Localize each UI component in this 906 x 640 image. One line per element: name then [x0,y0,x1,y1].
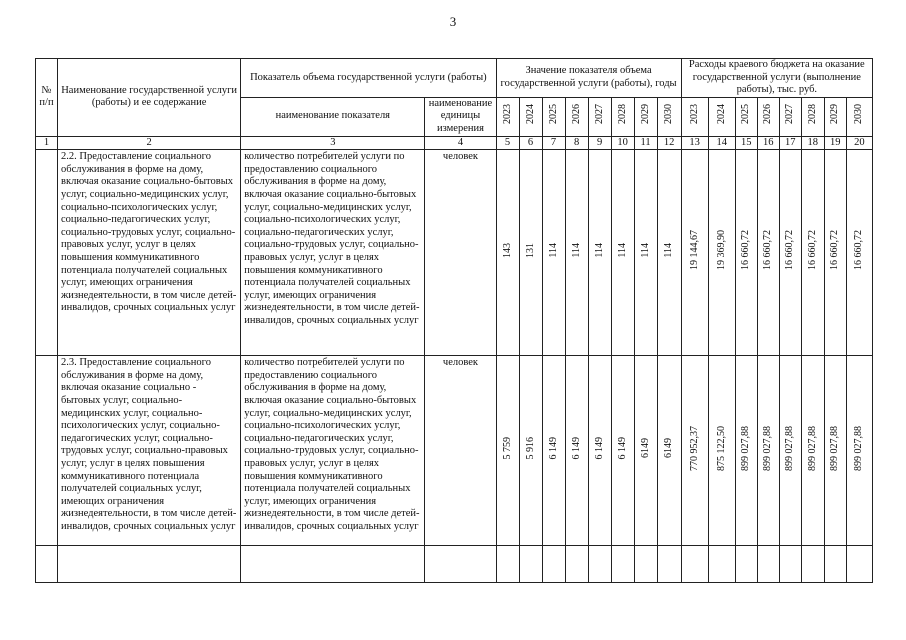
header-expenses-year [801,97,824,136]
column-number-row [36,136,873,150]
expense-value-text: 16 660,72 [784,230,796,271]
year-label: 2025 [547,104,559,125]
page-number: 3 [449,14,457,29]
expense-value [801,150,824,356]
blank-cell [779,546,801,583]
header-values-year [542,97,565,136]
header-values-year [588,97,611,136]
indicator-value-text: 6 149 [616,437,628,460]
indicator-value-text: 114 [663,243,675,258]
table-row [36,150,873,356]
expense-value [846,356,872,546]
indicator-value-text: 114 [570,243,582,258]
indicator-value [611,356,634,546]
blank-cell [708,546,735,583]
expense-value-text: 899 027,88 [784,425,796,471]
indicator-value [657,150,681,356]
indicator-unit: человек [425,356,496,546]
column-number: 7 [542,136,565,150]
header-expenses-group: Расходы краевого бюджета на оказание государственной услуги (выполнение работы), тыс. руб. [681,59,872,98]
expense-value [779,150,801,356]
header-num: № п/п [36,59,58,137]
header-values-year [519,97,542,136]
expense-value [801,356,824,546]
blank-cell [657,546,681,583]
indicator-value-text: 6 149 [593,437,605,460]
header-expenses-year [681,97,708,136]
indicator-value [657,356,681,546]
blank-cell [634,546,657,583]
blank-cell [425,546,496,583]
indicator-value [542,150,565,356]
column-number: 3 [241,136,425,150]
blank-cell [241,546,425,583]
blank-cell [496,546,519,583]
expense-value-text: 899 027,88 [762,425,774,471]
expense-value-text: 16 660,72 [829,230,841,271]
column-number: 19 [824,136,846,150]
header-indicator-group: Показатель объема государственной услуги (работы) [241,59,496,98]
header-expenses-year [779,97,801,136]
column-number: 10 [611,136,634,150]
indicator-value-text: 5 759 [501,437,513,460]
indicator-value [542,356,565,546]
header-expenses-year [757,97,779,136]
blank-cell [824,546,846,583]
column-number: 8 [565,136,588,150]
year-label: 2027 [593,104,605,125]
expense-value-text: 875 122,50 [715,425,727,471]
column-number: 16 [757,136,779,150]
header-values-year [565,97,588,136]
year-label: 2025 [740,104,752,125]
expense-value [846,150,872,356]
blank-cell [611,546,634,583]
indicator-value-text: 6149 [639,438,651,459]
indicator-value-text: 114 [547,243,559,258]
indicator-value-text: 114 [593,243,605,258]
year-label: 2030 [663,104,675,125]
expense-value [735,356,757,546]
service-name: 2.3. Предоставление социального обслуживания в форме на дому, включая оказание социально - бытовых услуг, социально-медицинских услуг, социально-психологических услуг, социально-педагогических услуг, социально-трудовых услуг, социально-правовых услуг, услуг в целях повышения коммуникативного потенциала получателей социальных услуг, имеющих ограничения жизнедеятельности, в том числе детей-инвалидов, срочных социальных услуг [58,356,241,546]
expense-value [824,150,846,356]
blank-cell [757,546,779,583]
expense-value [779,356,801,546]
header-expenses-year [846,97,872,136]
expense-value [735,150,757,356]
column-number: 12 [657,136,681,150]
table-row [36,356,873,546]
header-indicator-name: наименование показателя [241,97,425,136]
header-expenses-year [735,97,757,136]
column-number: 4 [425,136,496,150]
blank-cell [565,546,588,583]
blank-cell [519,546,542,583]
blank-cell [801,546,824,583]
expense-value [824,356,846,546]
indicator-value-text: 6 149 [547,437,559,460]
expense-value [757,356,779,546]
column-number: 14 [708,136,735,150]
indicator-value [496,150,519,356]
year-label: 2024 [715,104,727,125]
row-num [36,150,58,356]
expense-value-text: 899 027,88 [853,425,865,471]
indicator-unit: человек [425,150,496,356]
indicator-value [565,356,588,546]
expense-value-text: 19 369,90 [715,230,727,271]
indicator-value [519,150,542,356]
year-label: 2026 [570,104,582,125]
header-values-group: Значение показателя объема государственной услуги (работы), годы [496,59,681,98]
indicator-value [496,356,519,546]
blank-cell [542,546,565,583]
year-label: 2028 [806,104,818,125]
indicator-value [519,356,542,546]
column-number: 13 [681,136,708,150]
expense-value-text: 899 027,88 [829,425,841,471]
indicator-name: количество потребителей услуги по предоставлению социального обслуживания в форме на дому, включая оказание социально-бытовых услуг, социально-медицинских услуг, социально-психологических услуг, социально-педагогических услуг, социально-трудовых услуг, социально-правовых услуг, услуг в целях повышения коммуникативного потенциала получателей социальных услуг, имеющих ограничения жизнедеятельности, в том числе детей-инвалидов, срочных социальных услуг [241,150,425,356]
header-indicator-unit: наименование единицы измерения [425,97,496,136]
year-label: 2029 [639,104,651,125]
header-service-name: Наименование государственной услуги (работы) и ее содержание [58,59,241,137]
expense-value [681,150,708,356]
year-label: 2023 [688,104,700,125]
indicator-value-text: 5 916 [524,437,536,460]
indicator-value [634,356,657,546]
expense-value-text: 16 660,72 [762,230,774,271]
header-expenses-year [708,97,735,136]
column-number: 9 [588,136,611,150]
year-label: 2029 [829,104,841,125]
indicator-value-text: 114 [616,243,628,258]
indicator-value [611,150,634,356]
year-label: 2030 [853,104,865,125]
indicator-value-text: 143 [501,242,513,258]
expense-value [681,356,708,546]
header-values-year [634,97,657,136]
header-values-year [657,97,681,136]
indicator-name: количество потребителей услуги по предоставлению социального обслуживания в форме на дому, включая оказание социально-бытовых услуг, социально-медицинских услуг, социально-психологических услуг, социально-педагогических услуг, социально-трудовых услуг, социально-правовых услуг, услуг в целях повышения коммуникативного потенциала получателей социальных услуг, имеющих ограничения жизнедеятельности, в том числе детей-инвалидов, срочных социальных услуг [241,356,425,546]
column-number: 5 [496,136,519,150]
expense-value-text: 770 952,37 [688,425,700,471]
column-number: 2 [58,136,241,150]
column-number: 17 [779,136,801,150]
indicator-value-text: 131 [524,242,536,258]
service-name: 2.2. Предоставление социального обслуживания в форме на дому, включая оказание социально-бытовых услуг, социально-медицинских услуг, социально-психологических услуг, социально-педагогических услуг, социально-трудовых услуг, социально-правовых услуг, услуг в целях повышения коммуникативного потенциала получателей социальных услуг, имеющих ограничения жизнедеятельности, в том числе детей-инвалидов, срочных социальных услуг [58,150,241,356]
indicator-value [634,150,657,356]
expense-value-text: 19 144,67 [688,230,700,271]
expense-value [708,150,735,356]
blank-cell [58,546,241,583]
blank-cell [681,546,708,583]
blank-cell [36,546,58,583]
indicator-value-text: 6149 [663,438,675,459]
expense-value-text: 16 660,72 [740,230,752,271]
blank-cell [846,546,872,583]
indicator-value-text: 114 [639,243,651,258]
blank-row [36,546,873,583]
column-number: 15 [735,136,757,150]
services-table [35,58,873,583]
column-number: 20 [846,136,872,150]
column-number: 1 [36,136,58,150]
expense-value-text: 899 027,88 [806,425,818,471]
expense-value [757,150,779,356]
blank-cell [735,546,757,583]
year-label: 2027 [784,104,796,125]
expense-value-text: 16 660,72 [806,230,818,271]
header-values-year [496,97,519,136]
expense-value-text: 899 027,88 [740,425,752,471]
blank-cell [588,546,611,583]
expense-value-text: 16 660,72 [853,230,865,271]
header-expenses-year [824,97,846,136]
indicator-value-text: 6 149 [570,437,582,460]
indicator-value [588,150,611,356]
column-number: 11 [634,136,657,150]
column-number: 18 [801,136,824,150]
expense-value [708,356,735,546]
year-label: 2028 [616,104,628,125]
header-values-year [611,97,634,136]
year-label: 2024 [524,104,536,125]
column-number: 6 [519,136,542,150]
indicator-value [588,356,611,546]
year-label: 2026 [762,104,774,125]
row-num [36,356,58,546]
year-label: 2023 [501,104,513,125]
indicator-value [565,150,588,356]
